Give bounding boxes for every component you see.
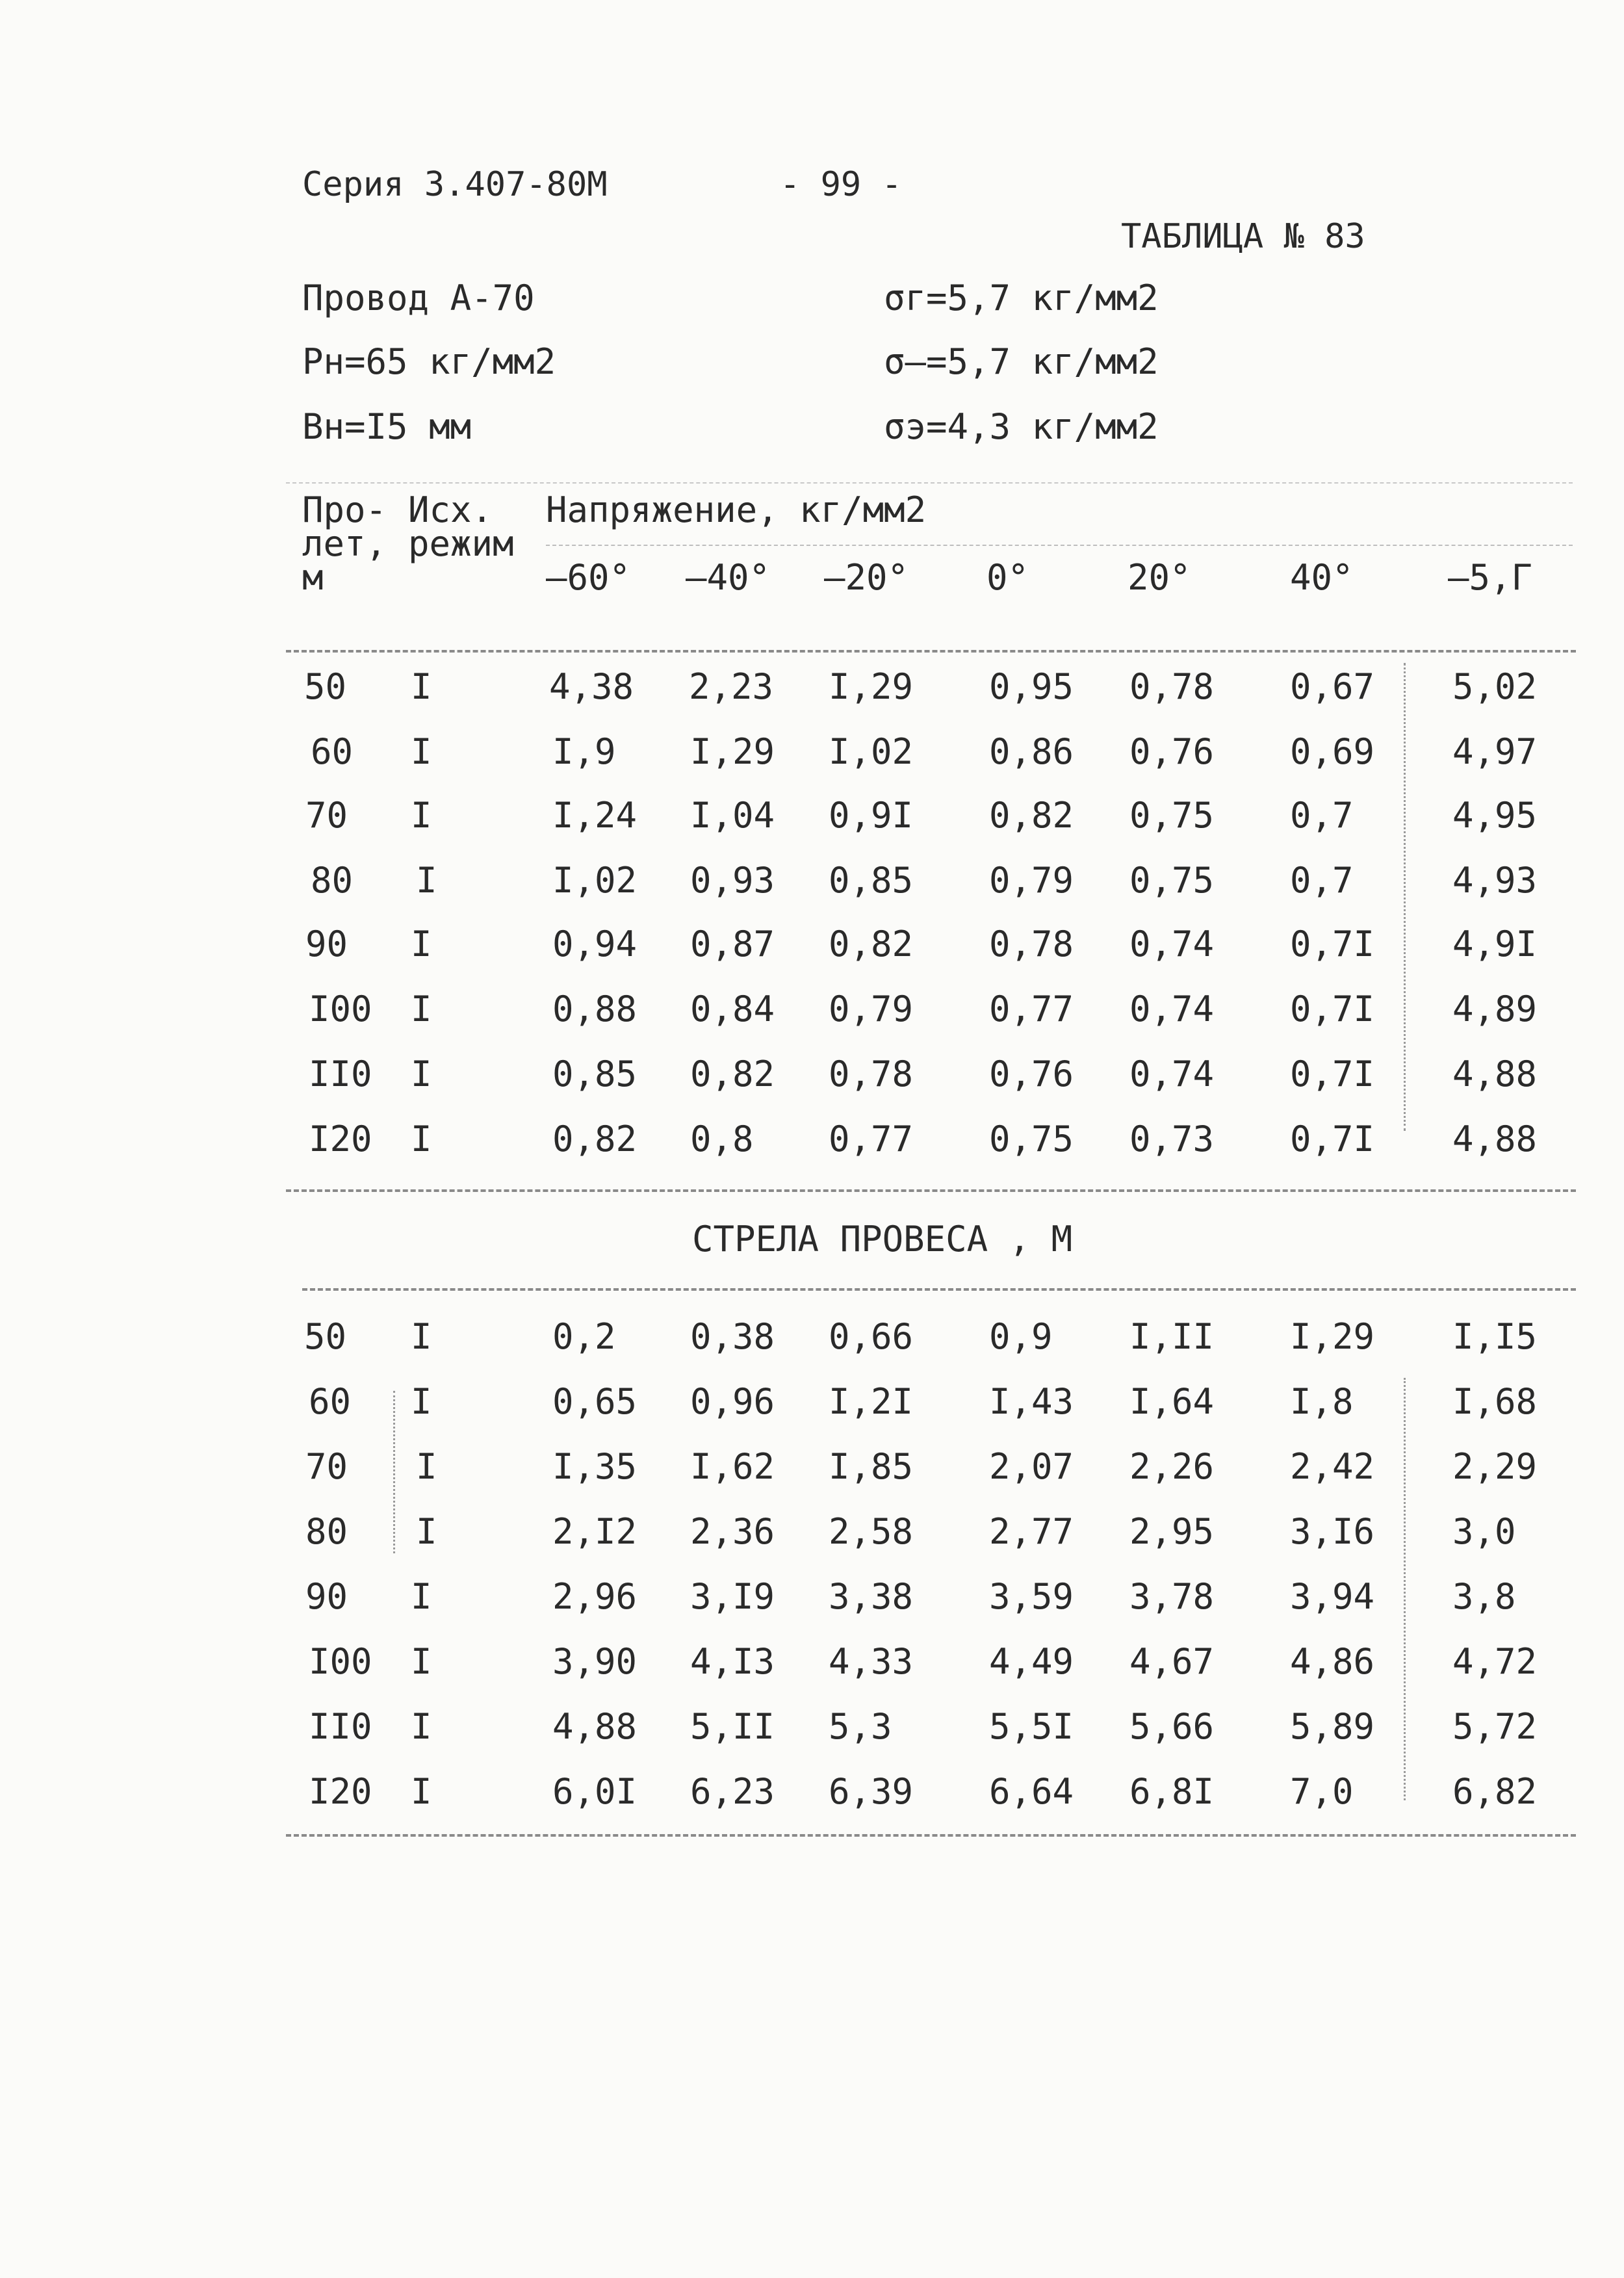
- value-cell: 0,79: [829, 989, 914, 1029]
- value-cell: 5,89: [1290, 1706, 1375, 1747]
- tension-bottom-rule: [286, 1189, 1576, 1192]
- value-cell: 5,5I: [989, 1706, 1074, 1747]
- temp-header: –40°: [686, 557, 771, 598]
- rn-value: Рн=65 кг/мм2: [302, 341, 556, 382]
- value-cell: I,43: [989, 1381, 1074, 1422]
- value-cell: 3,I9: [690, 1576, 775, 1617]
- col-mode-line2: режим: [408, 523, 514, 564]
- value-cell: 3,0: [1452, 1511, 1516, 1552]
- value-cell: I,II: [1129, 1316, 1215, 1357]
- value-cell: 2,42: [1290, 1446, 1375, 1487]
- value-cell: 0,75: [989, 1119, 1074, 1159]
- value-cell: 4,I3: [690, 1641, 775, 1682]
- value-cell: 0,73: [1129, 1119, 1215, 1159]
- value-cell: 6,82: [1452, 1771, 1538, 1812]
- mode-cell: I: [411, 924, 432, 964]
- value-cell: 0,86: [989, 731, 1074, 772]
- series-label: Серия 3.407-80М: [302, 165, 608, 204]
- value-cell: 6,64: [989, 1771, 1074, 1812]
- value-cell: 6,0I: [552, 1771, 638, 1812]
- value-cell: 3,I6: [1290, 1511, 1375, 1552]
- value-cell: 2,95: [1129, 1511, 1215, 1552]
- value-cell: 0,95: [989, 666, 1074, 707]
- col-span-line1: Про-: [302, 489, 387, 530]
- value-cell: 2,23: [689, 666, 774, 707]
- value-cell: 0,75: [1129, 860, 1215, 901]
- column-separator: [1404, 1378, 1406, 1800]
- temps-top-rule: [546, 545, 1573, 546]
- value-cell: 0,7I: [1290, 1119, 1375, 1159]
- tension-title: Напряжение, кг/мм2: [546, 489, 927, 530]
- value-cell: 2,I2: [552, 1511, 638, 1552]
- value-cell: 5,66: [1129, 1706, 1215, 1747]
- value-cell: I,85: [829, 1446, 914, 1487]
- value-cell: 3,38: [829, 1576, 914, 1617]
- col-span-line3: м: [302, 557, 324, 598]
- value-cell: 0,8: [690, 1119, 754, 1159]
- value-cell: 0,74: [1129, 924, 1215, 964]
- value-cell: 0,74: [1129, 989, 1215, 1029]
- value-cell: 2,96: [552, 1576, 638, 1617]
- mode-cell: I: [411, 1706, 432, 1747]
- mode-cell: I: [411, 1641, 432, 1682]
- sigma-minus-value: σ–=5,7 кг/мм2: [884, 341, 1159, 382]
- value-cell: 0,75: [1129, 795, 1215, 836]
- value-cell: 6,39: [829, 1771, 914, 1812]
- mode-cell: I: [411, 1381, 432, 1422]
- span-cell: 60: [309, 1381, 352, 1422]
- value-cell: 3,8: [1452, 1576, 1516, 1617]
- value-cell: 2,77: [989, 1511, 1074, 1552]
- temp-header: 20°: [1128, 557, 1191, 598]
- value-cell: I,62: [690, 1446, 775, 1487]
- value-cell: 0,7I: [1290, 924, 1375, 964]
- mode-cell: I: [416, 1511, 437, 1552]
- span-cell: I00: [309, 989, 372, 1029]
- value-cell: 3,90: [552, 1641, 638, 1682]
- value-cell: I,29: [1290, 1316, 1375, 1357]
- vn-value: Вн=I5 мм: [302, 406, 472, 447]
- mode-cell: I: [411, 1054, 432, 1094]
- value-cell: I,68: [1452, 1381, 1538, 1422]
- value-cell: 0,67: [1290, 666, 1375, 707]
- value-cell: 4,97: [1452, 731, 1538, 772]
- value-cell: 0,82: [552, 1119, 638, 1159]
- value-cell: 6,8I: [1129, 1771, 1215, 1812]
- span-cell: 90: [305, 924, 348, 964]
- sag-top-rule: [302, 1288, 1576, 1291]
- temp-header: –20°: [824, 557, 909, 598]
- column-separator: [1404, 663, 1406, 1131]
- value-cell: 5,II: [690, 1706, 775, 1747]
- value-cell: 3,59: [989, 1576, 1074, 1617]
- value-cell: 0,88: [552, 989, 638, 1029]
- value-cell: 0,82: [690, 1054, 775, 1094]
- value-cell: 0,38: [690, 1316, 775, 1357]
- value-cell: 0,7: [1290, 795, 1354, 836]
- value-cell: I,24: [552, 795, 638, 836]
- value-cell: 0,78: [1129, 666, 1215, 707]
- value-cell: I,29: [690, 731, 775, 772]
- value-cell: 2,29: [1452, 1446, 1538, 1487]
- col-mode-line1: Исх.: [408, 489, 493, 530]
- value-cell: I,8: [1290, 1381, 1354, 1422]
- value-cell: 0,65: [552, 1381, 638, 1422]
- value-cell: 0,85: [552, 1054, 638, 1094]
- value-cell: 0,76: [989, 1054, 1074, 1094]
- value-cell: 7,0: [1290, 1771, 1354, 1812]
- value-cell: I,04: [690, 795, 775, 836]
- table-number: ТАБЛИЦА № 83: [1121, 217, 1365, 256]
- value-cell: 4,89: [1452, 989, 1538, 1029]
- value-cell: 4,93: [1452, 860, 1538, 901]
- value-cell: I,64: [1129, 1381, 1215, 1422]
- value-cell: 0,74: [1129, 1054, 1215, 1094]
- mode-cell: I: [411, 1316, 432, 1357]
- mode-cell: I: [411, 1576, 432, 1617]
- value-cell: 0,93: [690, 860, 775, 901]
- value-cell: 4,95: [1452, 795, 1538, 836]
- value-cell: 0,69: [1290, 731, 1375, 772]
- span-cell: I20: [309, 1771, 372, 1812]
- temp-header: –60°: [546, 557, 631, 598]
- value-cell: 0,7: [1290, 860, 1354, 901]
- span-cell: I00: [309, 1641, 372, 1682]
- value-cell: 4,67: [1129, 1641, 1215, 1682]
- mode-cell: I: [411, 989, 432, 1029]
- span-cell: II0: [309, 1054, 372, 1094]
- sigma-e-value: σэ=4,3 кг/мм2: [884, 406, 1159, 447]
- value-cell: 4,49: [989, 1641, 1074, 1682]
- value-cell: 0,78: [829, 1054, 914, 1094]
- value-cell: 4,38: [549, 666, 634, 707]
- value-cell: 4,33: [829, 1641, 914, 1682]
- sigma-g-value: σг=5,7 кг/мм2: [884, 278, 1159, 318]
- value-cell: 2,26: [1129, 1446, 1215, 1487]
- value-cell: 0,77: [829, 1119, 914, 1159]
- value-cell: 4,88: [552, 1706, 638, 1747]
- mode-cell: I: [411, 1771, 432, 1812]
- value-cell: 0,96: [690, 1381, 775, 1422]
- value-cell: 2,07: [989, 1446, 1074, 1487]
- value-cell: 0,2: [552, 1316, 616, 1357]
- column-separator: [393, 1391, 395, 1553]
- mode-cell: I: [411, 731, 432, 772]
- mode-cell: I: [416, 860, 437, 901]
- span-cell: 90: [305, 1576, 348, 1617]
- page-number: - 99 -: [780, 165, 902, 204]
- temp-header: –5,Г: [1448, 557, 1533, 598]
- mode-cell: I: [411, 795, 432, 836]
- header-top-rule: [286, 482, 1573, 484]
- span-cell: I20: [309, 1119, 372, 1159]
- value-cell: 5,3: [829, 1706, 892, 1747]
- value-cell: 4,72: [1452, 1641, 1538, 1682]
- span-cell: 80: [305, 1511, 348, 1552]
- value-cell: 0,9I: [829, 795, 914, 836]
- value-cell: 2,36: [690, 1511, 775, 1552]
- value-cell: 0,82: [829, 924, 914, 964]
- value-cell: I,I5: [1452, 1316, 1538, 1357]
- value-cell: 0,77: [989, 989, 1074, 1029]
- mode-cell: I: [411, 1119, 432, 1159]
- col-span-line2: лет,: [302, 523, 387, 564]
- value-cell: 3,94: [1290, 1576, 1375, 1617]
- value-cell: 0,7I: [1290, 989, 1375, 1029]
- value-cell: 4,88: [1452, 1054, 1538, 1094]
- value-cell: 0,9: [989, 1316, 1053, 1357]
- value-cell: I,02: [552, 860, 638, 901]
- value-cell: 0,84: [690, 989, 775, 1029]
- value-cell: I,2I: [829, 1381, 914, 1422]
- value-cell: 4,9I: [1452, 924, 1538, 964]
- table-bottom-rule: [286, 1834, 1576, 1837]
- temp-header: 40°: [1290, 557, 1354, 598]
- value-cell: 0,85: [829, 860, 914, 901]
- value-cell: 5,72: [1452, 1706, 1538, 1747]
- value-cell: 2,58: [829, 1511, 914, 1552]
- value-cell: 0,87: [690, 924, 775, 964]
- value-cell: 0,82: [989, 795, 1074, 836]
- span-cell: II0: [309, 1706, 372, 1747]
- value-cell: I,35: [552, 1446, 638, 1487]
- value-cell: 4,86: [1290, 1641, 1375, 1682]
- sag-section-title: СТРЕЛА ПРОВЕСА , М: [692, 1219, 1073, 1260]
- value-cell: 4,88: [1452, 1119, 1538, 1159]
- value-cell: 0,76: [1129, 731, 1215, 772]
- span-cell: 60: [311, 731, 354, 772]
- span-cell: 80: [311, 860, 354, 901]
- value-cell: 0,7I: [1290, 1054, 1375, 1094]
- value-cell: I,29: [829, 666, 914, 707]
- value-cell: 0,78: [989, 924, 1074, 964]
- header-bottom-rule: [286, 650, 1576, 653]
- value-cell: 6,23: [690, 1771, 775, 1812]
- value-cell: 0,94: [552, 924, 638, 964]
- wire-type: Провод А-70: [302, 278, 535, 318]
- span-cell: 50: [304, 1316, 347, 1357]
- span-cell: 50: [304, 666, 347, 707]
- mode-cell: I: [416, 1446, 437, 1487]
- value-cell: I,9: [552, 731, 616, 772]
- mode-cell: I: [411, 666, 432, 707]
- value-cell: I,02: [829, 731, 914, 772]
- span-cell: 70: [305, 1446, 348, 1487]
- value-cell: 0,79: [989, 860, 1074, 901]
- span-cell: 70: [305, 795, 348, 836]
- value-cell: 3,78: [1129, 1576, 1215, 1617]
- value-cell: 0,66: [829, 1316, 914, 1357]
- temp-header: 0°: [986, 557, 1029, 598]
- value-cell: 5,02: [1452, 666, 1538, 707]
